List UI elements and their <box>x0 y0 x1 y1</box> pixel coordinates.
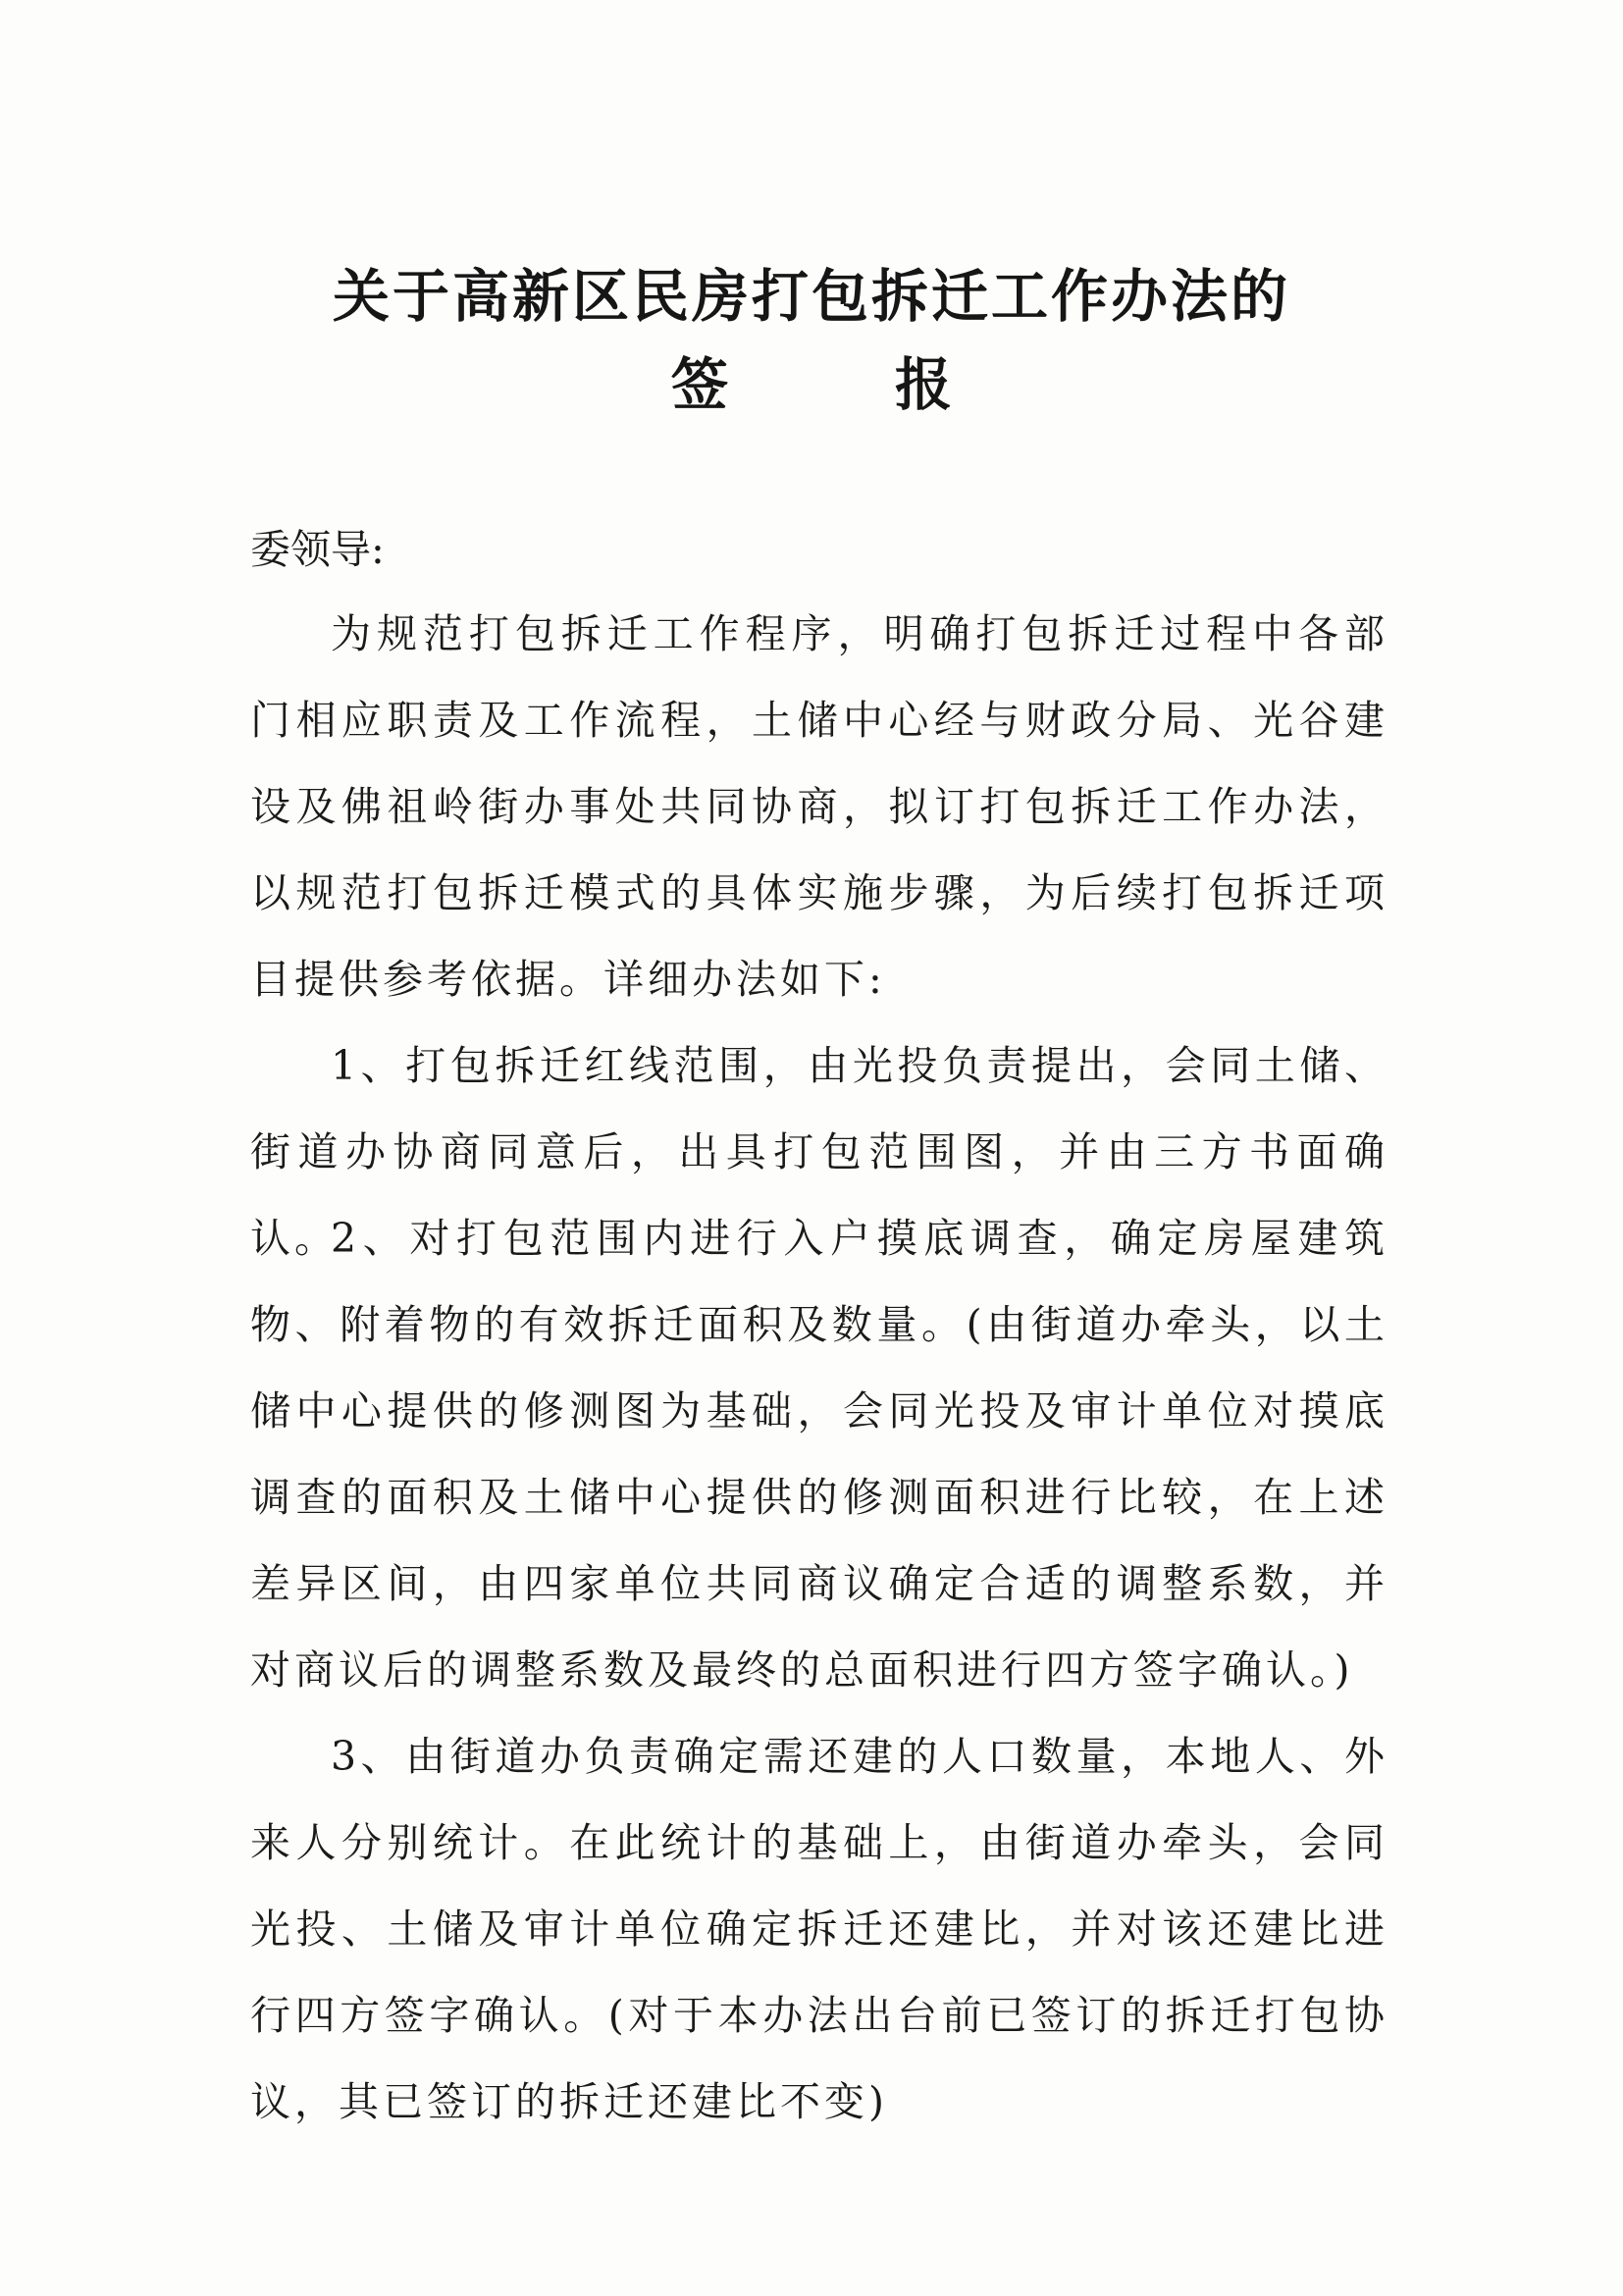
salutation: 委领导: <box>250 526 385 573</box>
paragraph-item-2: 2、对打包范围内进行入户摸底调查，确定房屋建筑物、附着物的有效拆迁面积及数量。(由街道办牵头，以土储中心提供的修测图为基础，会同光投及审计单位对摸底调查的面积及土储中心提供的修测面积进行比较，在上述差异区间，由四家单位共同商议确定合适的调整系数，并对商议后的调整系数及最终的总面积进行四方签字确认。) <box>250 1215 1388 1694</box>
paragraph-item-1: 1、打包拆迁红线范围，由光投负责提出，会同土储、街道办协商同意后，出具打包范围图，并由三方书面确认。 <box>250 1042 1388 1262</box>
paragraph-item-3: 3、由街道办负责确定需还建的人口数量，本地人、外来人分别统计。在此统计的基础上，由街道办牵头，会同光投、土储及审计单位确定拆迁还建比，并对该还建比进行四方签字确认。(对于本办法出台前已签订的拆迁打包协议，其已签订的拆迁还建比不变) <box>250 1733 1388 2125</box>
paragraph-intro: 为规范打包拆迁工作程序，明确打包拆迁过程中各部门相应职责及工作流程，土储中心经与财政分局、光谷建设及佛祖岭街办事处共同协商，拟订打包拆迁工作办法，以规范打包拆迁模式的具体实施步骤，为后续打包拆迁项目提供参考依据。详细办法如下: <box>250 610 1388 1003</box>
subtitle-char-1: 签 <box>670 351 728 418</box>
document-subtitle <box>0 339 1623 421</box>
document-title: 关于高新区民房打包拆迁工作办法的 <box>332 263 1290 330</box>
subtitle-char-2: 报 <box>895 351 953 418</box>
